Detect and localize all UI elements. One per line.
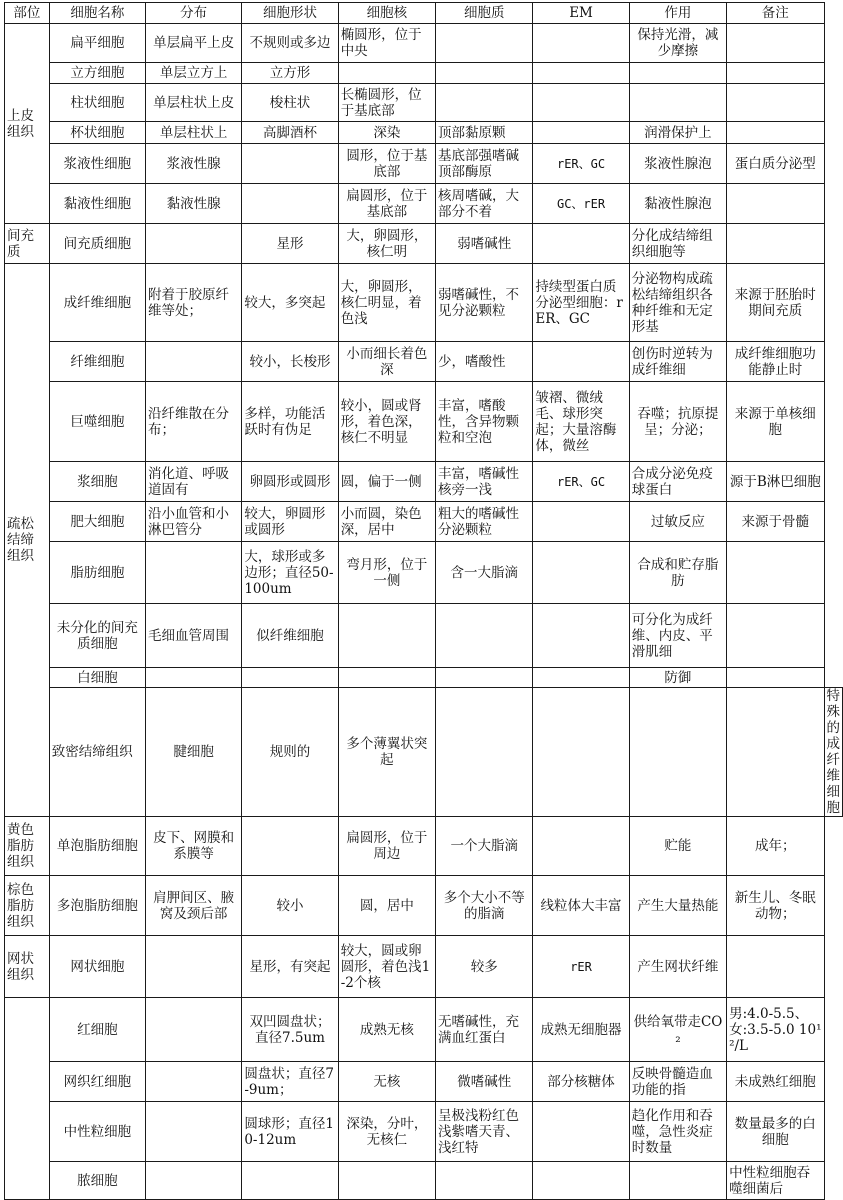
cell-distribution: 皮下、网膜和系膜等 (145, 817, 241, 876)
cell-distribution: 黏液性腺 (145, 184, 241, 224)
cell-nucleus: 小而细长着色深 (338, 342, 435, 382)
cell-note: 来源于单核细胞 (727, 382, 824, 462)
cell-em: rER、GC (533, 144, 629, 184)
cell-shape: 星形 (242, 224, 338, 264)
cell-shape (242, 668, 338, 688)
cell-function (629, 63, 726, 84)
cell-function: 反映骨髓造血功能的指 (629, 1062, 726, 1102)
cell-cytoplasm: 微嗜碱性 (436, 1062, 533, 1102)
cell-name: 柱状细胞 (49, 84, 145, 122)
table-row (5, 542, 843, 604)
cell-note (727, 184, 824, 224)
table-row (5, 817, 843, 876)
header-distribution: 分布 (145, 3, 241, 24)
cell-cytoplasm (533, 688, 629, 817)
cell-function: 润滑保护上 (629, 122, 726, 144)
cell-note: 中性粒细胞吞噬细菌后 (727, 1162, 824, 1200)
cell-em (533, 122, 629, 144)
cell-name: 单泡脂肪细胞 (49, 817, 145, 876)
cell-nucleus: 长椭圆形，位于基底部 (338, 84, 435, 122)
cell-distribution: 沿纤维散在分布； (145, 382, 241, 462)
section-reticular: 网状组织 (5, 936, 50, 998)
cell-function: 合成分泌免疫球蛋白 (629, 462, 726, 502)
cell-distribution (145, 1102, 241, 1162)
header-row (5, 3, 843, 24)
cell-note (727, 668, 824, 688)
cell-nucleus: 无核 (338, 1062, 435, 1102)
cell-shape: 圆球形；直径10-12um (242, 1102, 338, 1162)
cell-shape: 星形，有突起 (242, 936, 338, 998)
cell-shape (242, 144, 338, 184)
cell-em (629, 688, 726, 817)
cell-nucleus: 大，卵圆形，核仁明 (338, 224, 435, 264)
cell-cytoplasm (436, 1162, 533, 1200)
cell-cytoplasm (436, 63, 533, 84)
cell-nucleus (338, 604, 435, 668)
cell-em: GC、rER (533, 184, 629, 224)
table-row (5, 998, 843, 1062)
table-row (5, 122, 843, 144)
cell-em: 持续型蛋白质分泌型细胞：rER、GC (533, 264, 629, 342)
cell-distribution (145, 936, 241, 998)
cell-em (533, 542, 629, 604)
header-note: 备注 (727, 3, 824, 24)
section-yellow-fat: 黄色脂肪组织 (5, 817, 50, 876)
cell-distribution (145, 224, 241, 264)
header-cell-shape: 细胞形状 (242, 3, 338, 24)
cell-shape: 大，球形或多边形；直径50-100um (242, 542, 338, 604)
cell-name: 浆液性细胞 (49, 144, 145, 184)
cell-nucleus: 成熟无核 (338, 998, 435, 1062)
table-row (5, 224, 843, 264)
cell-note (727, 604, 824, 668)
cell-shape (242, 817, 338, 876)
cell-cytoplasm: 呈极浅粉红色浅紫嗜天青、浅红特 (436, 1102, 533, 1162)
table-row (5, 668, 843, 688)
cell-note: 来源于骨髓 (727, 502, 824, 542)
cell-note (727, 84, 824, 122)
cell-cytoplasm: 粗大的嗜碱性分泌颗粒 (436, 502, 533, 542)
cell-name: 中性粒细胞 (49, 1102, 145, 1162)
cell-em (533, 63, 629, 84)
cell-cytoplasm (436, 24, 533, 63)
cell-em (533, 1162, 629, 1200)
section-epithelium: 上皮组织 (5, 24, 50, 224)
cell-distribution: 毛细血管周围 (145, 604, 241, 668)
cell-distribution: 肩胛间区、腋窝及颈后部 (145, 876, 241, 936)
cell-distribution (145, 542, 241, 604)
cell-nucleus: 深染 (338, 122, 435, 144)
header-function: 作用 (629, 3, 726, 24)
cell-note (727, 936, 824, 998)
cell-cytoplasm: 丰富，嗜碱性核旁一浅 (436, 462, 533, 502)
cell-distribution: 单层立方上 (145, 63, 241, 84)
cell-name: 浆细胞 (49, 462, 145, 502)
cell-nucleus: 圆形，位于基底部 (338, 144, 435, 184)
cell-cytoplasm: 弱嗜碱性 (436, 224, 533, 264)
cell-name: 立方细胞 (49, 63, 145, 84)
cell-nucleus (338, 1162, 435, 1200)
cell-function: 分化成结缔组织细胞等 (629, 224, 726, 264)
cell-distribution (145, 1162, 241, 1200)
table-row (5, 144, 843, 184)
table-row (5, 342, 843, 382)
cell-note: 成年； (727, 817, 824, 876)
header-nucleus: 细胞核 (338, 3, 435, 24)
cell-function: 合成和贮存脂肪 (629, 542, 726, 604)
cell-note (727, 224, 824, 264)
cell-name: 网织红细胞 (49, 1062, 145, 1102)
header-cell-name: 细胞名称 (49, 3, 145, 24)
cell-shape: 似纤维细胞 (242, 604, 338, 668)
cell-name: 脂肪细胞 (49, 542, 145, 604)
cell-name: 成纤维细胞 (49, 264, 145, 342)
cell-distribution (145, 998, 241, 1062)
cell-distribution: 浆液性腺 (145, 144, 241, 184)
table-row (5, 604, 843, 668)
cell-em: 皱褶、微绒毛、球形突起；大量溶酶体，微丝 (533, 382, 629, 462)
cell-note: 蛋白质分泌型 (727, 144, 824, 184)
table-row (5, 876, 843, 936)
cell-shape: 较大，卵圆形或圆形 (242, 502, 338, 542)
cell-function: 过敏反应 (629, 502, 726, 542)
table-row (5, 63, 843, 84)
cell-note: 数量最多的白细胞 (727, 1102, 824, 1162)
cell-shape: 多样，功能活跃时有伪足 (242, 382, 338, 462)
cell-em (533, 817, 629, 876)
section-blood (5, 998, 50, 1200)
table-row (5, 184, 843, 224)
cell-nucleus: 较大，圆或卵圆形，着色浅1-2个核 (338, 936, 435, 998)
cell-cytoplasm: 含一大脂滴 (436, 542, 533, 604)
table-row (5, 84, 843, 122)
cell-shape: 不规则或多边 (242, 24, 338, 63)
table-row (5, 688, 843, 817)
table-row (5, 382, 843, 462)
cell-cytoplasm: 丰富，嗜酸性，含异物颗粒和空泡 (436, 382, 533, 462)
cell-distribution (145, 342, 241, 382)
cell-distribution (145, 1062, 241, 1102)
cell-name: 未分化的间充质细胞 (49, 604, 145, 668)
cell-nucleus: 扁圆形，位于基底部 (338, 184, 435, 224)
cell-note: 男:4.0-5.5、女:3.5-5.0 10¹²/L (727, 998, 824, 1062)
cell-em: 线粒体大丰富 (533, 876, 629, 936)
cell-shape: 较小，长梭形 (242, 342, 338, 382)
cell-function: 浆液性腺泡 (629, 144, 726, 184)
cell-em (533, 604, 629, 668)
cell-cytoplasm: 一个大脂滴 (436, 817, 533, 876)
cell-function: 产生大量热能 (629, 876, 726, 936)
cell-nucleus (338, 63, 435, 84)
cell-function: 黏液性腺泡 (629, 184, 726, 224)
cell-distribution: 单层柱状上皮 (145, 84, 241, 122)
cell-function: 趋化作用和吞噬，急性炎症时数量 (629, 1102, 726, 1162)
cell-function: 可分化为成纤维、内皮、平滑肌细 (629, 604, 726, 668)
cell-nucleus: 深染，分叶，无核仁 (338, 1102, 435, 1162)
cell-em: rER、GC (533, 462, 629, 502)
cell-name: 红细胞 (49, 998, 145, 1062)
cell-em: 部分核糖体 (533, 1062, 629, 1102)
cell-name: 网状细胞 (49, 936, 145, 998)
cell-note: 成纤维细胞功能静止时 (727, 342, 824, 382)
table-row (5, 502, 843, 542)
cell-note: 源于B淋巴细胞 (727, 462, 824, 502)
cell-em (533, 24, 629, 63)
cell-shape: 多个薄翼状突起 (338, 688, 435, 817)
cell-name: 扁平细胞 (49, 24, 145, 63)
cell-nucleus: 弯月形，位于一侧 (338, 542, 435, 604)
cell-name: 肥大细胞 (49, 502, 145, 542)
cell-em (533, 84, 629, 122)
cell-em (533, 1102, 629, 1162)
cell-name: 间充质细胞 (49, 224, 145, 264)
cell-note (727, 542, 824, 604)
cell-distribution (145, 668, 241, 688)
cell-cytoplasm: 多个大小不等的脂滴 (436, 876, 533, 936)
cell-shape (242, 1162, 338, 1200)
cell-function: 保持光滑，减少摩擦 (629, 24, 726, 63)
cell-shape: 高脚酒杯 (242, 122, 338, 144)
cell-em: 成熟无细胞器 (533, 998, 629, 1062)
table-row (5, 1162, 843, 1200)
cell-function (727, 688, 824, 817)
section-loose-connective: 疏松结缔组织 (5, 264, 50, 817)
cell-nucleus (338, 668, 435, 688)
cell-function: 创伤时逆转为成纤维细 (629, 342, 726, 382)
table-row (5, 462, 843, 502)
cell-cytoplasm (436, 604, 533, 668)
cell-cytoplasm: 少，嗜酸性 (436, 342, 533, 382)
cell-note (727, 24, 824, 63)
cell-em (533, 342, 629, 382)
cell-shape: 较大，多突起 (242, 264, 338, 342)
header-part: 部位 (5, 3, 50, 24)
table-row (5, 264, 843, 342)
cell-function: 供给氧带走CO₂ (629, 998, 726, 1062)
cell-em (533, 668, 629, 688)
cell-name: 多泡脂肪细胞 (49, 876, 145, 936)
cell-cytoplasm: 较多 (436, 936, 533, 998)
cell-cytoplasm: 核周嗜碱，大部分不着 (436, 184, 533, 224)
cell-shape: 较小 (242, 876, 338, 936)
cell-note: 特殊的成纤维细胞 (824, 688, 843, 817)
cell-name: 杯状细胞 (49, 122, 145, 144)
cell-nucleus: 扁圆形，位于周边 (338, 817, 435, 876)
cell-nucleus: 圆，偏于一侧 (338, 462, 435, 502)
cell-function: 贮能 (629, 817, 726, 876)
cell-nucleus (436, 688, 533, 817)
cell-cytoplasm: 基底部强嗜碱顶部酶原 (436, 144, 533, 184)
cell-cytoplasm (436, 668, 533, 688)
table-row (5, 936, 843, 998)
cell-function (629, 1162, 726, 1200)
cell-note (727, 122, 824, 144)
cell-function: 吞噬；抗原提呈；分泌； (629, 382, 726, 462)
cell-shape: 圆盘状；直径7-9um； (242, 1062, 338, 1102)
cell-name: 腱细胞 (145, 688, 241, 817)
cell-name: 脓细胞 (49, 1162, 145, 1200)
cell-name: 纤维细胞 (49, 342, 145, 382)
cell-function (629, 84, 726, 122)
cell-name: 巨噬细胞 (49, 382, 145, 462)
cell-nucleus: 圆，居中 (338, 876, 435, 936)
section-dense-connective: 致密结缔组织 (49, 688, 145, 817)
cell-note: 未成熟红细胞 (727, 1062, 824, 1102)
cell-table (4, 2, 843, 1200)
table-row (5, 1102, 843, 1162)
cell-shape (242, 184, 338, 224)
cell-cytoplasm: 顶部黏原颗 (436, 122, 533, 144)
cell-em (533, 502, 629, 542)
table-row (5, 1062, 843, 1102)
cell-distribution: 附着于胶原纤维等处； (145, 264, 241, 342)
cell-name: 黏液性细胞 (49, 184, 145, 224)
cell-note (727, 63, 824, 84)
cell-nucleus: 大，卵圆形，核仁明显，着色浅 (338, 264, 435, 342)
cell-distribution: 规则的 (242, 688, 338, 817)
section-mesenchyme: 间充质 (5, 224, 50, 264)
cell-function: 防御 (629, 668, 726, 688)
header-cytoplasm: 细胞质 (436, 3, 533, 24)
header-em: EM (533, 3, 629, 24)
cell-name: 白细胞 (49, 668, 145, 688)
cell-cytoplasm: 弱嗜碱性，不见分泌颗粒 (436, 264, 533, 342)
cell-nucleus: 小而圆，染色深，居中 (338, 502, 435, 542)
cell-shape: 卵圆形或圆形 (242, 462, 338, 502)
cell-shape: 立方形 (242, 63, 338, 84)
cell-note: 来源于胚胎时期间充质 (727, 264, 824, 342)
cell-nucleus: 较小，圆或肾形，着色深，核仁不明显 (338, 382, 435, 462)
cell-cytoplasm (436, 84, 533, 122)
cell-nucleus: 椭圆形，位于中央 (338, 24, 435, 63)
cell-em: rER (533, 936, 629, 998)
table-row (5, 24, 843, 63)
cell-distribution: 单层柱状上 (145, 122, 241, 144)
cell-note: 新生儿、冬眠动物； (727, 876, 824, 936)
cell-distribution: 单层扁平上皮 (145, 24, 241, 63)
cell-distribution: 沿小血管和小淋巴管分 (145, 502, 241, 542)
section-brown-fat: 棕色脂肪组织 (5, 876, 50, 936)
cell-function: 产生网状纤维 (629, 936, 726, 998)
cell-shape: 双凹圆盘状；直径7.5um (242, 998, 338, 1062)
cell-shape: 梭柱状 (242, 84, 338, 122)
cell-function: 分泌物构成疏松结缔组织各种纤维和无定形基 (629, 264, 726, 342)
cell-cytoplasm: 无嗜碱性，充满血红蛋白 (436, 998, 533, 1062)
cell-em (533, 224, 629, 264)
cell-distribution: 消化道、呼吸道固有 (145, 462, 241, 502)
